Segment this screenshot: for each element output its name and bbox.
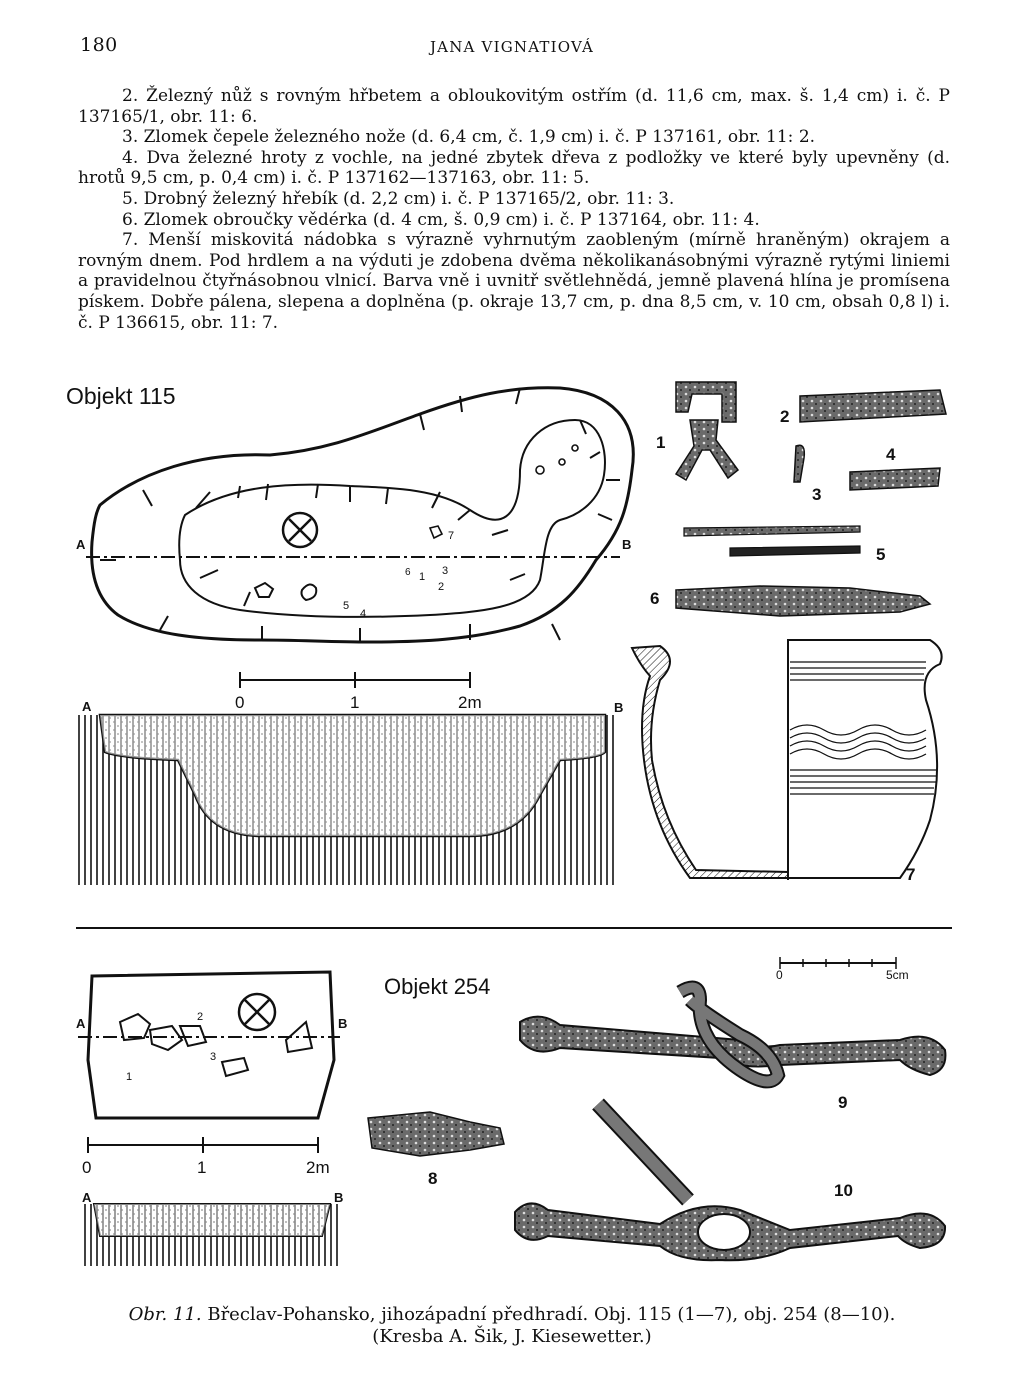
artifact-number-1: 1 — [656, 433, 666, 452]
feature-number-2: 2 — [438, 581, 445, 593]
scale-115-1: 1 — [350, 693, 360, 712]
feature-number-7: 7 — [448, 530, 455, 542]
scale-115-2m: 2m — [458, 693, 482, 712]
feature-number-4: 4 — [360, 608, 367, 620]
artifact-number-10: 10 — [834, 1181, 853, 1200]
artifact-number-7: 7 — [906, 865, 916, 884]
objekt-254-section — [80, 1190, 343, 1266]
caption-prefix: Obr. 11. — [128, 1304, 202, 1325]
caption-line-2: (Kresba A. Šik, J. Kiesewetter.) — [372, 1326, 652, 1347]
catalog-item-3: 3. Zlomek čepele železného nože (d. 6,4 cm, č. 1,9 cm) i. č. P 137161, obr. 11: 2. — [122, 127, 816, 148]
section-115-b: B — [614, 700, 624, 715]
catalog-item-7: 7. Menší miskovitá nádobka s výrazně vyhrnutým zaobleným (mírně hraněným) okrajem a rovným dnem. Pod hrdlem a na výduti je zdobena dvěma několikanásobnými výrazně rytými liniemi a pravidelnou čtyřnásobnou vlnicí. Barva vně i uvnitř světlehnědá, jemně plavená hlína je promísena pískem. Dobře pálena, slepena a doplněna (p. okraje 13,7 cm, p. dna 8,5 cm, v. 10 cm, obsah 0,8 l) i. č. P 136615, obr. 11: 7. — [78, 230, 950, 333]
catalog-item-2: 2. Železný nůž s rovným hřbetem a obloukovitým ostřím (d. 11,6 cm, max. š. 1,4 cm) i. č. P 137165/1, obr. 11: 6. — [78, 86, 950, 127]
feature-number-5: 5 — [343, 600, 350, 612]
artifact-scale-5cm: 5cm — [886, 968, 909, 982]
section-115-a: A — [82, 699, 92, 714]
catalog-item-4: 4. Dva železné hroty z vochle, na jedné zbytek dřeva z podložky ve které byly upevněny (d. hrotů 9,5 cm, p. 0,4 cm) i. č. P 137162—137163, obr. 11: 5. — [78, 147, 950, 189]
feature-number-3: 3 — [442, 565, 449, 577]
artifact-scale — [776, 957, 909, 982]
page-number: 180 — [80, 34, 118, 56]
objekt-254-title: Objekt 254 — [384, 974, 491, 999]
objekt-115-plan — [66, 383, 633, 642]
feature-number-1: 1 — [419, 571, 426, 583]
artifact-scale-0: 0 — [776, 968, 783, 982]
artifact-number-4: 4 — [886, 445, 896, 464]
objekt-115-section-a: A — [76, 537, 86, 552]
objekt-115-section — [78, 699, 623, 885]
caption-line-1: Břeclav-Pohansko, jihozápadní předhradí. Obj. 115 (1—7), obj. 254 (8—10). — [201, 1304, 896, 1325]
scale-254-1: 1 — [197, 1158, 207, 1177]
objekt-254-scale — [82, 1137, 330, 1177]
objekt-115-section-b: B — [622, 537, 632, 552]
feature-number-6: 6 — [405, 567, 411, 578]
objekt-254-feature-3: 3 — [210, 1051, 217, 1063]
artifacts-115 — [632, 382, 946, 884]
catalog-item-5: 5. Drobný železný hřebík (d. 2,2 cm) i. č. P 137165/2, obr. 11: 3. — [122, 188, 675, 209]
artifact-number-2: 2 — [780, 407, 790, 426]
artifact-number-6: 6 — [650, 589, 660, 608]
artifacts-254 — [368, 988, 945, 1261]
section-254-b: B — [334, 1190, 344, 1205]
artifact-number-8: 8 — [428, 1169, 438, 1188]
artifact-number-9: 9 — [838, 1093, 848, 1112]
objekt-254-feature-2: 2 — [197, 1011, 204, 1023]
section-254-a: A — [82, 1190, 92, 1205]
objekt-254-feature-1: 1 — [126, 1071, 133, 1083]
artifact-number-3: 3 — [812, 485, 822, 504]
objekt-254-plan — [76, 972, 347, 1118]
objekt-254-section-a: A — [76, 1016, 86, 1031]
running-title: JANA VIGNATIOVÁ — [429, 38, 595, 56]
figure-caption — [60, 1304, 964, 1348]
objekt-115-scale — [235, 672, 482, 712]
scale-254-2m: 2m — [306, 1158, 330, 1177]
artifact-number-5: 5 — [876, 545, 886, 564]
objekt-115-title: Objekt 115 — [66, 383, 176, 409]
scale-115-0: 0 — [235, 693, 245, 712]
objekt-254-section-b: B — [338, 1016, 348, 1031]
catalog-item-6: 6. Zlomek obroučky vědérka (d. 4 cm, š. 0,9 cm) i. č. P 137164, obr. 11: 4. — [122, 209, 760, 230]
scale-254-0: 0 — [82, 1158, 92, 1177]
